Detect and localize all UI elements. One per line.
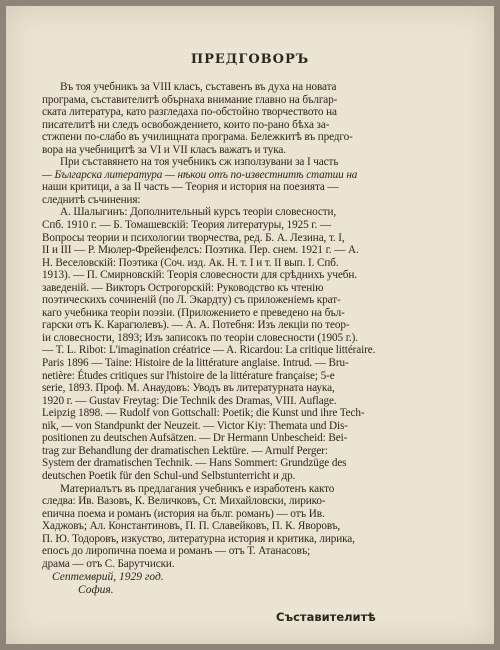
text-line: Leipzig 1898. — Rudolf von Gottschall: Poetik; die Kunst und ihre Tech-: [42, 407, 365, 420]
text-line: Вопросы теории и психологии творчества, ред. Б. А. Лезина, т. I,: [42, 231, 345, 244]
text-line: ската литература, като разгледаха по-обстойно творчеството на: [42, 106, 337, 119]
text-line: nik, — von Standpunkt der Neuzeit. — Victor Kiy: Themata und Dis-: [42, 419, 348, 432]
date-place-signature: [52, 571, 164, 597]
text-line: Н. Веселовскій: Поэтика (Соч. изд. Ак. Н. т. I и т. II вып. I. Спб.: [42, 256, 339, 269]
text-line: іи словесности, 1893; Изъ записокъ по теоріи словесности (1905 г.).: [42, 331, 358, 344]
text-line: II и III — Р. Мюлер-Фрейенфелсъ: Поэтика. Пер. снем. 1921 г. — А.: [42, 244, 359, 257]
text-line: епична поема и романъ (история на бълг. романъ) — отъ Ив.: [42, 507, 325, 520]
text-line: писателитѣ ни следъ освобождението, които по-рано бѣха за-: [42, 118, 330, 131]
text-line: каго учебника теоріи поэзіи. (Приложението е преведено на бъл-: [42, 306, 345, 319]
text-line: — Българска литература — нѣкои отъ по-известнитѣ статии на: [42, 168, 358, 181]
signature-city: София.: [78, 584, 114, 596]
signature-date: Септемврий, 1929 год.: [52, 571, 164, 583]
text-line: 1920 г. — Gustav Freytag: Die Technik des Dramas, VIII. Auflage.: [42, 394, 337, 407]
text-line: гарски отъ К. Карагюлевъ). — А. А. Потебня: Изъ лекціи по теор-: [42, 319, 350, 332]
text-line: — Т. L. Ribot: L'imagination créatrice — A. Ricardou: La critique littéraire.: [42, 344, 376, 357]
text-line: следва: Ив. Вазовъ, К. Величковъ, Ст. Михайловски, лирико-: [42, 495, 326, 508]
text-line: При съставянето на тоя учебникъ сж използувани за I часть: [60, 156, 339, 169]
text-line: епосъ до лиропична поема и романъ — отъ Т. Атанасовъ;: [42, 545, 311, 558]
text-line: Въ тоя учебникъ за VIII класъ, съставенъ въ духа на новата: [60, 81, 337, 93]
text-line: вора на учебницитѣ за VI и VII класъ важатъ и тука.: [42, 143, 286, 156]
page-title: ПРЕДГОВОРЪ: [190, 52, 310, 67]
text-line: serie, 1893. Проф. М. Анаудовъ: Уводъ въ литературната наука,: [42, 382, 335, 395]
text-line: System der dramatischen Technik. — Hans Sommert: Grundzüge des: [42, 457, 347, 470]
text-line: Спб. 1910 г. — Б. Томашевскій: Теория литературы, 1925 г. —: [42, 219, 331, 232]
text-line: deutschen Poetik für den Schul-und Selbstunterricht и др.: [42, 469, 296, 482]
text-line: Paris 1896 — Taine: Histoire de la littérature anglaise. Intrud. — Bru-: [42, 357, 349, 370]
text-line: заведеній. — Викторъ Острогорскій: Руководство къ чтенію: [42, 281, 324, 294]
text-line: Хаджовъ; Ал. Константиновъ, П. П. Славейковъ, П. К. Яворовъ,: [42, 520, 341, 533]
text-line: 1913). — П. Смирновскій: Теорія словесности для срѣднихъ учебн.: [42, 269, 357, 282]
text-line: следнитѣ съчинения:: [42, 193, 141, 206]
text-line: драма — отъ С. Барутчиски.: [42, 557, 175, 570]
text-line: positionen zu deutschen Aufsätzen. — Dr Hermann Unbescheid: Bei-: [42, 432, 348, 445]
text-line: А. Шалыгинъ: Дополнительный курсъ теоріи словесности,: [60, 206, 337, 219]
text-line: поэтическихъ сочиненій (по Л. Экардту) съ приложеніемъ крат-: [42, 294, 341, 307]
text-line: Материалътъ въ предлагания учебникъ е изработенъ както: [60, 482, 335, 495]
text-line: netière: Études critiques sur l'histoire de la littérature française; 5-e: [42, 369, 335, 382]
text-line: П. Ю. Тодоровъ, изкуство, литературна история и критика, лирика,: [42, 532, 355, 545]
book-page: [6, 6, 494, 644]
text-line: стжпени по-слабо въ училищната програма. Бележкитѣ въ предго-: [42, 131, 353, 144]
text-line: наши критици, а за II часть — Теория и история на поезията —: [42, 181, 339, 194]
text-line: програма, съставителитѣ обърнаха внимание главно на българ-: [42, 93, 338, 106]
text-line: trag zur Behandlung der dramatischen Lektüre. — Arnulf Perger:: [42, 444, 328, 457]
authors-signature: Съставителитѣ: [276, 610, 376, 624]
preface-body: [42, 81, 460, 570]
